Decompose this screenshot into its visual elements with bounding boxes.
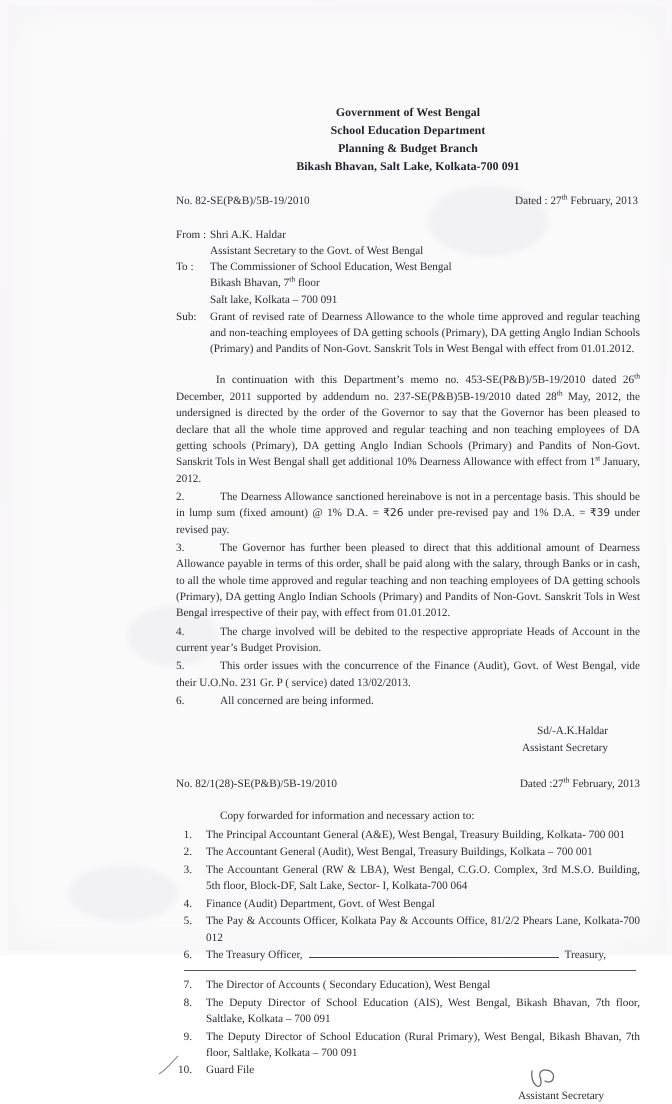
memo-number: No. 82-SE(P&B)/5B-19/2010 xyxy=(176,194,310,210)
list-item-guard-file xyxy=(176,1062,640,1078)
list-item-text: The Pay & Accounts Officer, Kolkata Pay & Accounts Office, 81/2/2 Phears Lane, Kolkata-700 012 xyxy=(206,913,640,945)
paragraph-6 xyxy=(176,693,640,709)
from-label: From : xyxy=(176,227,210,243)
letterhead-line-department: School Education Department xyxy=(176,122,640,140)
letterhead-line-address: Bikash Bhavan, Salt Lake, Kolkata-700 091 xyxy=(176,158,640,176)
list-item xyxy=(176,896,640,912)
list-item xyxy=(176,827,640,843)
to-line-1: The Commissioner of School Education, West Bengal xyxy=(210,259,640,275)
signature-block xyxy=(176,723,640,757)
to-line-2: Bikash Bhavan, 7th floor xyxy=(210,275,320,291)
to-label: To : xyxy=(176,259,210,275)
list-item-text: The Accountant General (RW & LBA), West Bengal, C.G.O. Complex, 3rd M.S.O. Building, 5th floor, Block-DF, Salt Lake, Sector- I, Kolkata-700 064 xyxy=(206,862,640,894)
list-item xyxy=(176,844,640,860)
paragraph-6-number: 6. xyxy=(176,693,220,709)
from-designation: Assistant Secretary to the Govt. of West Bengal xyxy=(210,243,423,259)
subject-text: Grant of revised rate of Dearness Allowance to the whole time approved and regular teaching and non-teaching employees of DA getting schools (Primary), DA getting Anglo Indian Schools (Primary) and Pandits of Non-Govt. Sanskrit Tols in West Bengal with effect from 01.01.2012. xyxy=(210,309,640,358)
handwritten-signature-icon xyxy=(528,1067,562,1091)
list-item-index: 7. xyxy=(176,977,206,993)
amount-pre-revised: ₹26 xyxy=(383,506,403,519)
list-item-index: 4. xyxy=(176,896,206,912)
list-item-index: 8. xyxy=(176,995,206,1011)
list-item-index: 1. xyxy=(176,827,206,843)
copy-forward-list xyxy=(176,827,640,964)
end-signature-block xyxy=(176,1089,640,1104)
to-line-3-row xyxy=(176,292,640,308)
end-signature-designation: Assistant Secretary xyxy=(176,1089,604,1104)
list-item-index: 5. xyxy=(176,913,206,929)
memo-header-2 xyxy=(176,777,640,793)
list-item-index: 10. xyxy=(176,1062,206,1078)
signature-name: Sd/-A.K.Haldar xyxy=(176,723,608,740)
list-item xyxy=(176,995,640,1027)
list-item-treasury-officer xyxy=(176,947,640,963)
from-row xyxy=(176,227,640,243)
section-divider xyxy=(184,970,636,971)
paragraph-2-number: 2. xyxy=(176,489,220,505)
signature-designation: Assistant Secretary xyxy=(176,740,608,757)
to-row xyxy=(176,259,640,275)
list-item-index: 9. xyxy=(176,1029,206,1045)
subject-row xyxy=(176,309,640,358)
from-name: Shri A.K. Haldar xyxy=(210,227,640,243)
document-content xyxy=(176,104,640,1104)
treasury-name-blank[interactable] xyxy=(309,948,559,959)
copy-forward-list-continued xyxy=(176,977,640,1078)
from-designation-row xyxy=(176,243,640,259)
pen-stroke-icon xyxy=(158,1054,188,1076)
paragraph-5-text: This order issues with the concurrence of the Finance (Audit), Govt. of West Bengal, vide their U.O.No. 231 Gr. P ( service) dated 13/02/2013. xyxy=(176,660,640,688)
letterhead-line-branch: Planning & Budget Branch xyxy=(176,140,640,158)
list-item xyxy=(176,1029,640,1061)
list-item-index: 2. xyxy=(176,844,206,860)
to-line-2-row xyxy=(176,275,640,291)
letterhead xyxy=(176,104,640,176)
amount-revised: ₹39 xyxy=(590,506,610,519)
list-item-index: 3. xyxy=(176,862,206,878)
paragraph-3 xyxy=(176,540,640,622)
list-item-text: Guard File xyxy=(206,1062,640,1078)
list-item-text: The Accountant General (Audit), West Bengal, Treasury Buildings, Kolkata – 700 001 xyxy=(206,844,640,860)
paragraph-5 xyxy=(176,658,640,691)
paragraph-6-text: All concerned are being informed. xyxy=(220,695,374,707)
memo-date: Dated : 27th February, 2013 xyxy=(515,194,640,210)
list-item xyxy=(176,977,640,993)
list-item xyxy=(176,913,640,945)
list-item xyxy=(176,862,640,894)
list-item-text: The Deputy Director of School Education (Rural Primary), West Bengal, Bikash Bhavan, 7th floor, Saltlake, Kolkata – 700 091 xyxy=(206,1029,640,1061)
memo-number-2: No. 82/1(28)-SE(P&B)/5B-19/2010 xyxy=(176,777,337,793)
paragraph-3-text: The Governor has further been pleased to direct that this additional amount of Dearness Allowance payable in terms of this order, shall be paid along with the salary, through Banks or in cash, to all the whole time approved and regular teaching and non teaching employees of DA getting schools (Primary), DA getting Anglo Indian Schools (Primary) and Pandits of Non-Govt. Sanskrit Tols in West Bengal irrespective of their pay, with effect from 01.01.2012. xyxy=(176,542,640,619)
subject-label: Sub: xyxy=(176,309,210,325)
forward-heading: Copy forwarded for information and necessary action to: xyxy=(176,809,640,825)
paragraph-4-number: 4. xyxy=(176,624,220,640)
paragraph-2: 2. The Dearness Allowance sanctioned hereinabove is not in a percentage basis. This should be in lump sum (fixed amount) @ 1% D.A. = ₹26 under pre-revised pay and 1% D.A. = ₹39 under revised pay. xyxy=(176,489,640,538)
list-item-text: The Principal Accountant General (A&E), West Bengal, Treasury Building, Kolkata- 700 001 xyxy=(206,827,640,843)
list-item-text: The Treasury Officer, Treasury, xyxy=(206,947,640,963)
paragraph-4 xyxy=(176,624,640,657)
letterhead-line-government: Government of West Bengal xyxy=(176,104,640,122)
memo-header xyxy=(176,194,640,210)
list-item-index: 6. xyxy=(176,947,206,963)
paragraph-4-text: The charge involved will be debited to the respective appropriate Heads of Account in the current year’s Budget Provision. xyxy=(176,626,640,654)
list-item-text: The Deputy Director of School Education (AIS), West Bengal, Bikash Bhavan, 7th floor, Saltlake, Kolkata – 700 091 xyxy=(206,995,640,1027)
list-item-text: Finance (Audit) Department, Govt. of West Bengal xyxy=(206,896,640,912)
paragraph-5-number: 5. xyxy=(176,658,220,674)
paragraph-1: In continuation with this Department’s memo no. 453-SE(P&B)/5B-19/2010 dated 26th December, 2011 supported by addendum no. 237-SE(P&B)5B-19/2010 dated 28th May, 2012, the undersigned is directed by the order of the Governor to say that the Governor has been pleased to declare that all the whole time approved and regular teaching and non teaching employees of DA getting schools (Primary), DA getting Anglo Indian Schools (Primary) and Pandits of Non-Govt. Sanskrit Tols in West Bengal shall get additional 10% Dearness Allowance with effect from 1st January, 2012. xyxy=(176,372,640,486)
address-block xyxy=(176,227,640,358)
to-line-3: Salt lake, Kolkata – 700 091 xyxy=(210,292,337,308)
memo-date-2: Dated :27th February, 2013 xyxy=(520,777,640,793)
paragraph-3-number: 3. xyxy=(176,540,220,556)
list-item-text: The Director of Accounts ( Secondary Education), West Bengal xyxy=(206,977,640,993)
